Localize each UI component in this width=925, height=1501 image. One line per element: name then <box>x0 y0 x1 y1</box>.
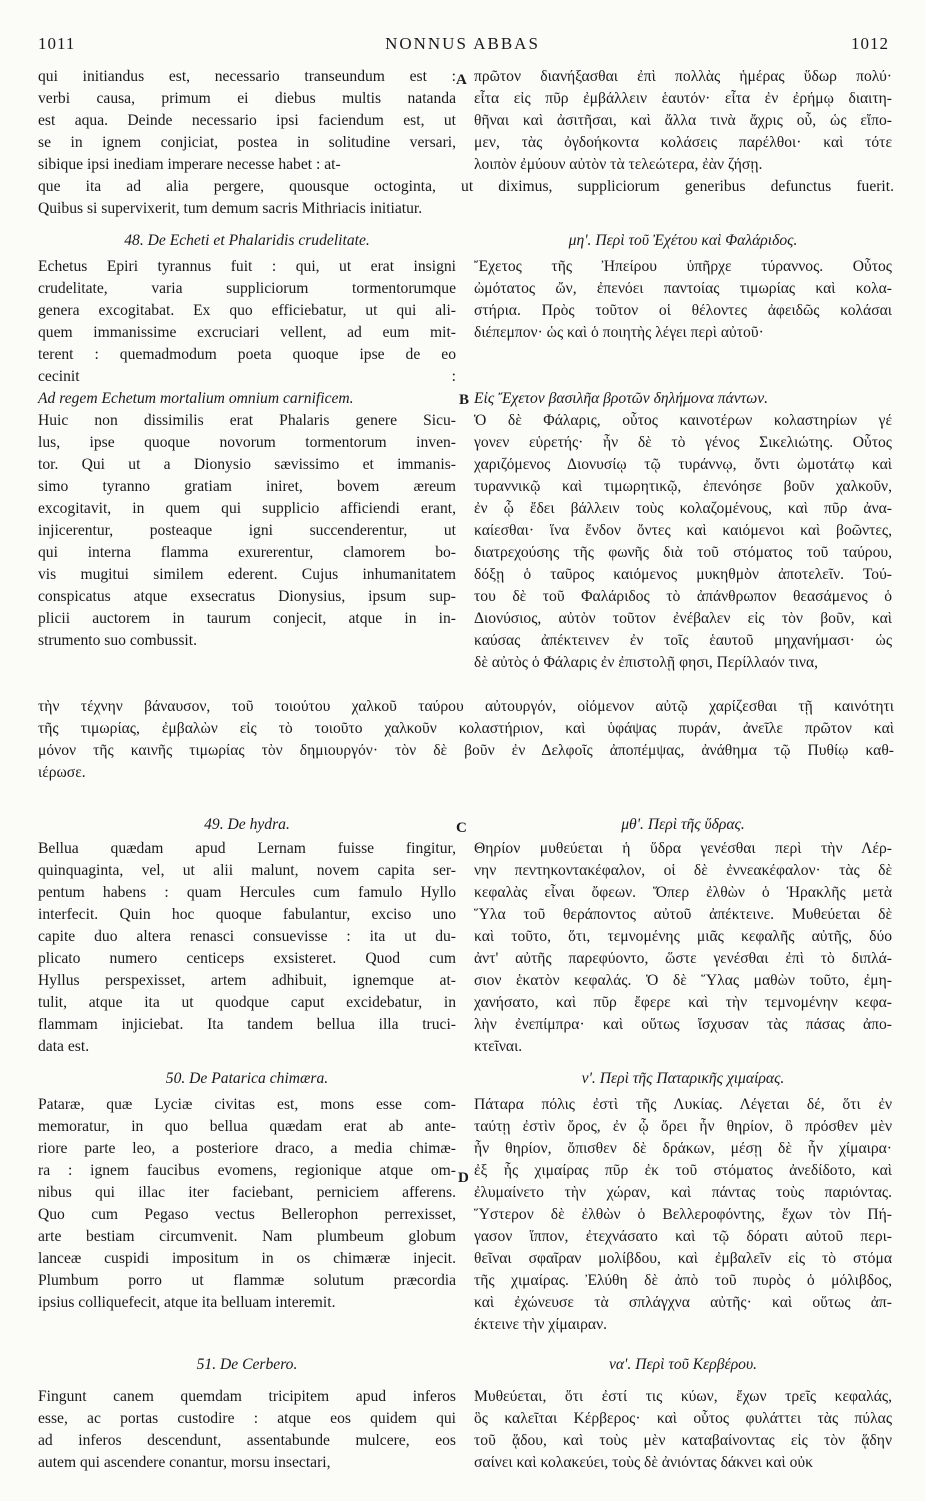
greek-block-4 <box>474 1094 892 1336</box>
text-line: δὲ αὐτὸς ὁ Φάλαρις ἐν ἐπιστολῇ φησι, Περίλλαόν τινα, <box>474 654 819 671</box>
text-line: ιέρωσε. <box>38 764 86 781</box>
text-line: Ὁ δὲ Φάλαρις, οὗτος καινοτέρων κολαστηρίων γέ <box>474 412 892 429</box>
text-line: κεφαλὰς εἶναι ὄφεων. Ὅπερ ἐλθὼν ὁ Ἡρακλῆς μετὰ <box>474 884 892 901</box>
text-line: του δὲ τοῦ Φαλάριδος τὸ ἀπάνθρωπον θεασάμενος ὁ <box>474 588 892 605</box>
full-width-block-1 <box>38 176 894 220</box>
text-line: χανήσατο, καὶ πῦρ ἔφερε καὶ τὴν τεμνομένην κεφα- <box>474 994 892 1011</box>
latin-block-1 <box>38 66 456 176</box>
text-line: se in ignem conjiciat, postea in solitudine versari, <box>38 134 456 151</box>
text-line: que ita ad alia pergere, quousque octoginta, ut diximus, suppliciorum generibus defunctus fuerit. <box>38 178 894 195</box>
text-line <box>474 344 892 366</box>
text-line: Bellua quædam apud Lernam fuisse fingitur, <box>38 840 456 857</box>
text-line: γονεν εὑρετής· ἦν δὲ τὸ γένος Σικελιώτης. Οὗτος <box>474 434 892 451</box>
text-line: qui initiandus est, necessario transeundum est : <box>38 68 456 85</box>
latin-block-5 <box>38 1386 456 1474</box>
greek-block-3 <box>474 838 892 1058</box>
text-line: Μυθεύεται, ὅτι ἐστί τις κύων, ἔχων τρεῖς κεφαλάς, <box>474 1388 892 1405</box>
text-line: esse, ac portas custodire : atque eos quidem qui <box>38 1410 456 1427</box>
text-line: est aqua. Deinde necessario ipsi faciendum est, ut <box>38 112 456 129</box>
text-line: στήρια. Πρὸς τοῦτον οἱ θέλοντες ἀφειδῶς κολάσαι <box>474 302 892 319</box>
text-line: simo tyranno gratiam iniret, bovem æreum <box>38 478 456 495</box>
text-line: γασον ἵππον, ἐτεχνάσατο καὶ τῷ δόρατι αὐτοῦ περι- <box>474 1228 892 1245</box>
text-line: ἐξ ἧς χιμαίρας πῦρ ἐκ τοῦ στόματος ἀνεδίδοτο, καὶ <box>474 1162 892 1179</box>
latin-block-4 <box>38 1094 456 1314</box>
text-line: terent : quemadmodum poeta quoque ipse de eo <box>38 346 456 363</box>
text-line: conspicatus atque exsecratus Dionysius, ipsum sup- <box>38 588 456 605</box>
heading-49-greek: μθ'. Περὶ τῆς ὕδρας. <box>621 816 745 833</box>
text-line: Hyllus perspexisset, artem adhibuit, ignemque at- <box>38 972 456 989</box>
text-line: Huic non dissimilis erat Phalaris genere Sicu- <box>38 412 456 429</box>
text-line: strumento suo combussit. <box>38 632 197 649</box>
text-line: excogitavit, in quem qui supplicio afficiendi erant, <box>38 500 456 517</box>
text-line: autem qui ascendere conantur, morsu insectari, <box>38 1454 331 1471</box>
text-line: πρῶτον διανήξασθαι ἐπὶ πολλὰς ἡμέρας ὕδωρ πολύ· <box>474 68 892 85</box>
text-line: καὶ τοῦτο, ὅτι, τεμνομένης μιᾶς κεφαλῆς αὐτῆς, δύο <box>474 928 892 945</box>
text-line: memoratur, in quo bellua quædam erat ab ante- <box>38 1118 456 1135</box>
text-line: ad inferos descendunt, assentabunde mulcere, eos <box>38 1432 456 1449</box>
text-line: interfecit. Quin hoc quoque fabulantur, exciso uno <box>38 906 456 923</box>
text-line: ταύτῃ ἐστὶν ὄρος, ἐν ᾧ ὄρει ἦν θηρίον, ὃ πρόσθεν μὲν <box>474 1118 892 1135</box>
text-line: Ad regem Echetum mortalium omnium carnificem. <box>38 390 354 407</box>
page-number-right: 1012 <box>851 34 889 53</box>
text-line: ἐν ᾧ ἔδει βάλλειν τοὺς κολαζομένους, καὶ πῦρ ἀνα- <box>474 500 892 517</box>
text-line: crudelitate, varia suppliciorum tormentorumque <box>38 280 456 297</box>
heading-51-greek: να'. Περὶ τοῦ Κερβέρου. <box>608 1356 758 1373</box>
text-line: riore parte leo, a posteriore draco, a media chimæ- <box>38 1140 456 1157</box>
text-line: χαριζόμενος Διονυσίῳ τῷ τυράννῳ, ὄντι ὠμοτάτῳ καὶ <box>474 456 892 473</box>
text-line: Διονύσιος, αὐτὸν τοῦτον ἐνέβαλεν εἰς τὸν βοῦν, καὶ <box>474 610 892 627</box>
text-line: μεν, τὰς ὀγδοήκοντα κολάσεις παρέλθοι· καὶ τότε <box>474 134 892 151</box>
margin-marker-c: C <box>456 820 467 836</box>
greek-block-5 <box>474 1386 892 1474</box>
text-line: θεῖναι σφαῖραν μολίβδου, καὶ ἐμβαλεῖν εἰς τὸ στόμα <box>474 1250 892 1267</box>
text-line: lus, ipse quoque novorum tormentorum inven- <box>38 434 456 451</box>
latin-block-2 <box>38 256 456 652</box>
text-line: σαίνει καὶ κολακεύει, τοὺς δὲ ἀνιόντας δάκνει καὶ οὐκ <box>474 1454 814 1471</box>
heading-51-latin: 51. De Cerbero. <box>196 1356 298 1373</box>
heading-50-latin: 50. De Patarica chimæra. <box>165 1070 329 1087</box>
text-line: ὠμότατος ὤν, ἐπενόει παντοίας τιμωρίας καὶ κολα- <box>474 280 892 297</box>
text-line: Θηρίον μυθεύεται ἡ ὕδρα γενέσθαι περὶ τὴν Λέρ- <box>474 840 892 857</box>
text-line: νην πεντηκοντακέφαλον, οἱ δὲ ἐννεακέφαλον· τὰς δὲ <box>474 862 892 879</box>
margin-marker-b: B <box>459 392 470 408</box>
text-line: Echetus Epiri tyrannus fuit : qui, ut erat insigni <box>38 258 456 275</box>
text-line: data est. <box>38 1038 90 1055</box>
text-line: λὴν ἐνεπίμπρα· καὶ οὕτως ἴσχυσαν τὰς πάσας ἀπο- <box>474 1016 892 1033</box>
greek-block-2 <box>474 256 892 674</box>
text-line: quinquaginta, vel, ut alii malunt, novem capita ser- <box>38 862 456 879</box>
text-line: τὴν τέχνην βάναυσον, τοῦ τοιούτου χαλκοῦ ταύρου αὐτουργόν, οἰόμενον αὐτῷ χαρίζεσθαι τῇ καινότητι <box>38 698 894 715</box>
text-line: ipsius colliquefecit, atque ita belluam interemit. <box>38 1294 336 1311</box>
text-line: τῆς χιμαίρας. Ἐλύθη δὲ ἀπὸ τοῦ πυρὸς ὁ μόλιβδος, <box>474 1272 892 1289</box>
page-number-left: 1011 <box>38 34 76 53</box>
text-line: Πάταρα πόλις ἐστὶ τῆς Λυκίας. Λέγεται δέ, ὅτι ἐν <box>474 1096 892 1113</box>
heading-48-latin: 48. De Echeti et Phalaridis crudelitate. <box>124 232 370 249</box>
text-line: Fingunt canem quemdam tricipitem apud inferos <box>38 1388 456 1405</box>
text-line: plicii auctorem in taurum conjecit, atque in in- <box>38 610 456 627</box>
text-line: εἶτα εἰς πῦρ ἐμβάλλειν ἑαυτόν· εἶτα ἐν ἐρήμῳ διαιτη- <box>474 90 892 107</box>
text-line: δόξῃ ὁ ταῦρος καιόμενος μυκηθμὸν ἀποτελεῖν. Τού- <box>474 566 892 583</box>
text-line: Quibus si supervixerit, tum demum sacris Mithriacis initiatur. <box>38 200 423 217</box>
text-line: ἦν θηρίον, ὄπισθεν δὲ δράκων, μέσῃ δὲ ἦν χίμαιρα· <box>474 1140 892 1157</box>
running-title: NONNUS ABBAS <box>385 34 540 53</box>
greek-block-1 <box>474 66 892 176</box>
text-line: flammam injiciebat. Ita tandem bellua illa truci- <box>38 1016 456 1033</box>
text-line <box>474 366 892 388</box>
text-line: Quo cum Pegaso vectus Bellerophon perrexisset, <box>38 1206 456 1223</box>
text-line: lanceæ cuspidi impositum in os chimæræ injecit. <box>38 1250 456 1267</box>
text-line: διατρεχούσης τῆς φωνῆς διὰ τοῦ στόματος τοῦ ταύρου, <box>474 544 892 561</box>
text-line: έκτεινε τὴν χίμαιραν. <box>474 1316 608 1333</box>
text-line: μόνον τῆς καινῆς τιμωρίας τὸν δημιουργόν· τὸν δὲ βοῦν ἐν Δελφοῖς ἀποπέμψας, ἀνάθημα τῷ Πυθίῳ καθ- <box>38 742 894 759</box>
text-line: Εἰς Ἔχετον βασιλῆα βροτῶν δηλήμονα πάντων. <box>474 390 769 407</box>
text-line: sibique ipsi inediam imperare necesse habet : at- <box>38 156 341 173</box>
text-line: Plumbum porro ut flammæ solutum præcordia <box>38 1272 456 1289</box>
text-line: καίεσθαι· ἵνα ἔνδον ὄντες καὶ καιόμενοι καὶ βοῶντες, <box>474 522 892 539</box>
text-line: Ἔχετος τῆς Ἠπείρου ὑπῆρχε τύραννος. Οὗτος <box>474 258 892 275</box>
text-line: καὶ ἐχώνευσε τὰ σπλάγχνα αὐτῆς· καὶ οὕτως ἀπ- <box>474 1294 892 1311</box>
text-line: τυραννικῷ καὶ τιμωρητικῷ, ἐπενόησε βοῦν χαλκοῦν, <box>474 478 892 495</box>
text-line: verbi causa, primum ei diebus multis natanda <box>38 90 456 107</box>
text-line: genera excogitabat. Ex quo efficiebatur, ut qui ali- <box>38 302 456 319</box>
text-line: capite duo altera renasci consuevisse : ita ut du- <box>38 928 456 945</box>
text-line: ἐλυμαίνετο τὴν χώραν, καὶ πάντας τοὺς παριόντας. <box>474 1184 892 1201</box>
margin-marker-a: A <box>456 72 467 88</box>
text-line: Ὕστερον δὲ ἐλθὼν ὁ Βελλεροφόντης, ἔχων τὸν Πή- <box>474 1206 892 1223</box>
full-width-block-2 <box>38 696 894 784</box>
margin-marker-d: D <box>458 1170 469 1186</box>
text-line: ἀντ' αὐτῆς παρεφύοντο, ὥστε γενέσθαι ἐπὶ τὸ διπλά- <box>474 950 892 967</box>
text-line: τῆς τιμωρίας, ἐμβαλὼν εἰς τὸ τοιοῦτο χαλκοῦν κολαστήριον, καὶ ὑφάψας πυράν, ἀνεῖλε πρῶτον καὶ <box>38 720 894 737</box>
text-line: καύσας ἀπέκτεινεν ἐν τοῖς ἑαυτοῦ μηχανήμασι· ὡς <box>474 632 892 649</box>
text-line: plicato numero centiceps exsisteret. Quod cum <box>38 950 456 967</box>
text-line: tulit, atque ita ut quodque caput excidebatur, in <box>38 994 456 1011</box>
text-line: injicerentur, posteaque igni succenderentur, ut <box>38 522 456 539</box>
heading-49-latin: 49. De hydra. <box>204 816 290 833</box>
text-line: nibus qui illac iter faciebant, perniciem afferens. <box>38 1184 456 1201</box>
text-line: ὃς καλεῖται Κέρβερος· καὶ οὗτος φυλάττει τὰς πύλας <box>474 1410 892 1427</box>
text-line: λοιπὸν ἐμύουν αὐτὸν τὰ τελεώτερα, ἐὰν ζήσῃ. <box>474 156 763 173</box>
text-line: ra : ignem faucibus evomens, regionique atque om- <box>38 1162 456 1179</box>
text-line: Pataræ, quæ Lyciæ civitas est, mons esse com- <box>38 1096 456 1113</box>
text-line: σιον ἑκατὸν κεφαλάς. Ὁ δὲ Ὕλας μαθὼν τοῦτο, ἐμη- <box>474 972 892 989</box>
text-line: τοῦ ᾅδου, καὶ τοὺς μὲν καταβαίνοντας εἰς τὸν ᾅδην <box>474 1432 892 1449</box>
text-line: Ὕλα τοῦ θεράποντος αὐτοῦ ἀπέκτεινε. Μυθεύεται δὲ <box>474 906 892 923</box>
text-line: θῆναι καὶ ἀσιτῆσαι, καὶ ἄλλα τινὰ ἄχρις οὗ, ὡς εἴπο- <box>474 112 892 129</box>
text-line: quem immanissime excruciari vellent, ad eum mit- <box>38 324 456 341</box>
heading-48-greek: μη'. Περὶ τοῦ Ἐχέτου καὶ Φαλάριδος. <box>568 232 798 249</box>
text-line: κτεῖναι. <box>474 1038 523 1055</box>
text-line: arte bestiam circumvenit. Nam plumbeum globum <box>38 1228 456 1245</box>
text-line: qui interna flamma exurerentur, clamorem bo- <box>38 544 456 561</box>
heading-50-greek: ν'. Περὶ τῆς Παταρικῆς χιμαίρας. <box>581 1070 785 1087</box>
text-line: vis mugitui similem ederent. Cujus inhumanitatem <box>38 566 456 583</box>
text-line: pentum habens : quam Hercules cum famulo Hyllo <box>38 884 456 901</box>
latin-block-3 <box>38 838 456 1058</box>
text-line: tor. Qui ut a Dionysio sævissimo et immanis- <box>38 456 456 473</box>
text-line: cecinit : <box>38 368 456 385</box>
text-line: διέπεμπον· ὡς καὶ ὁ ποιητὴς λέγει περὶ αὐτοῦ· <box>474 324 764 341</box>
